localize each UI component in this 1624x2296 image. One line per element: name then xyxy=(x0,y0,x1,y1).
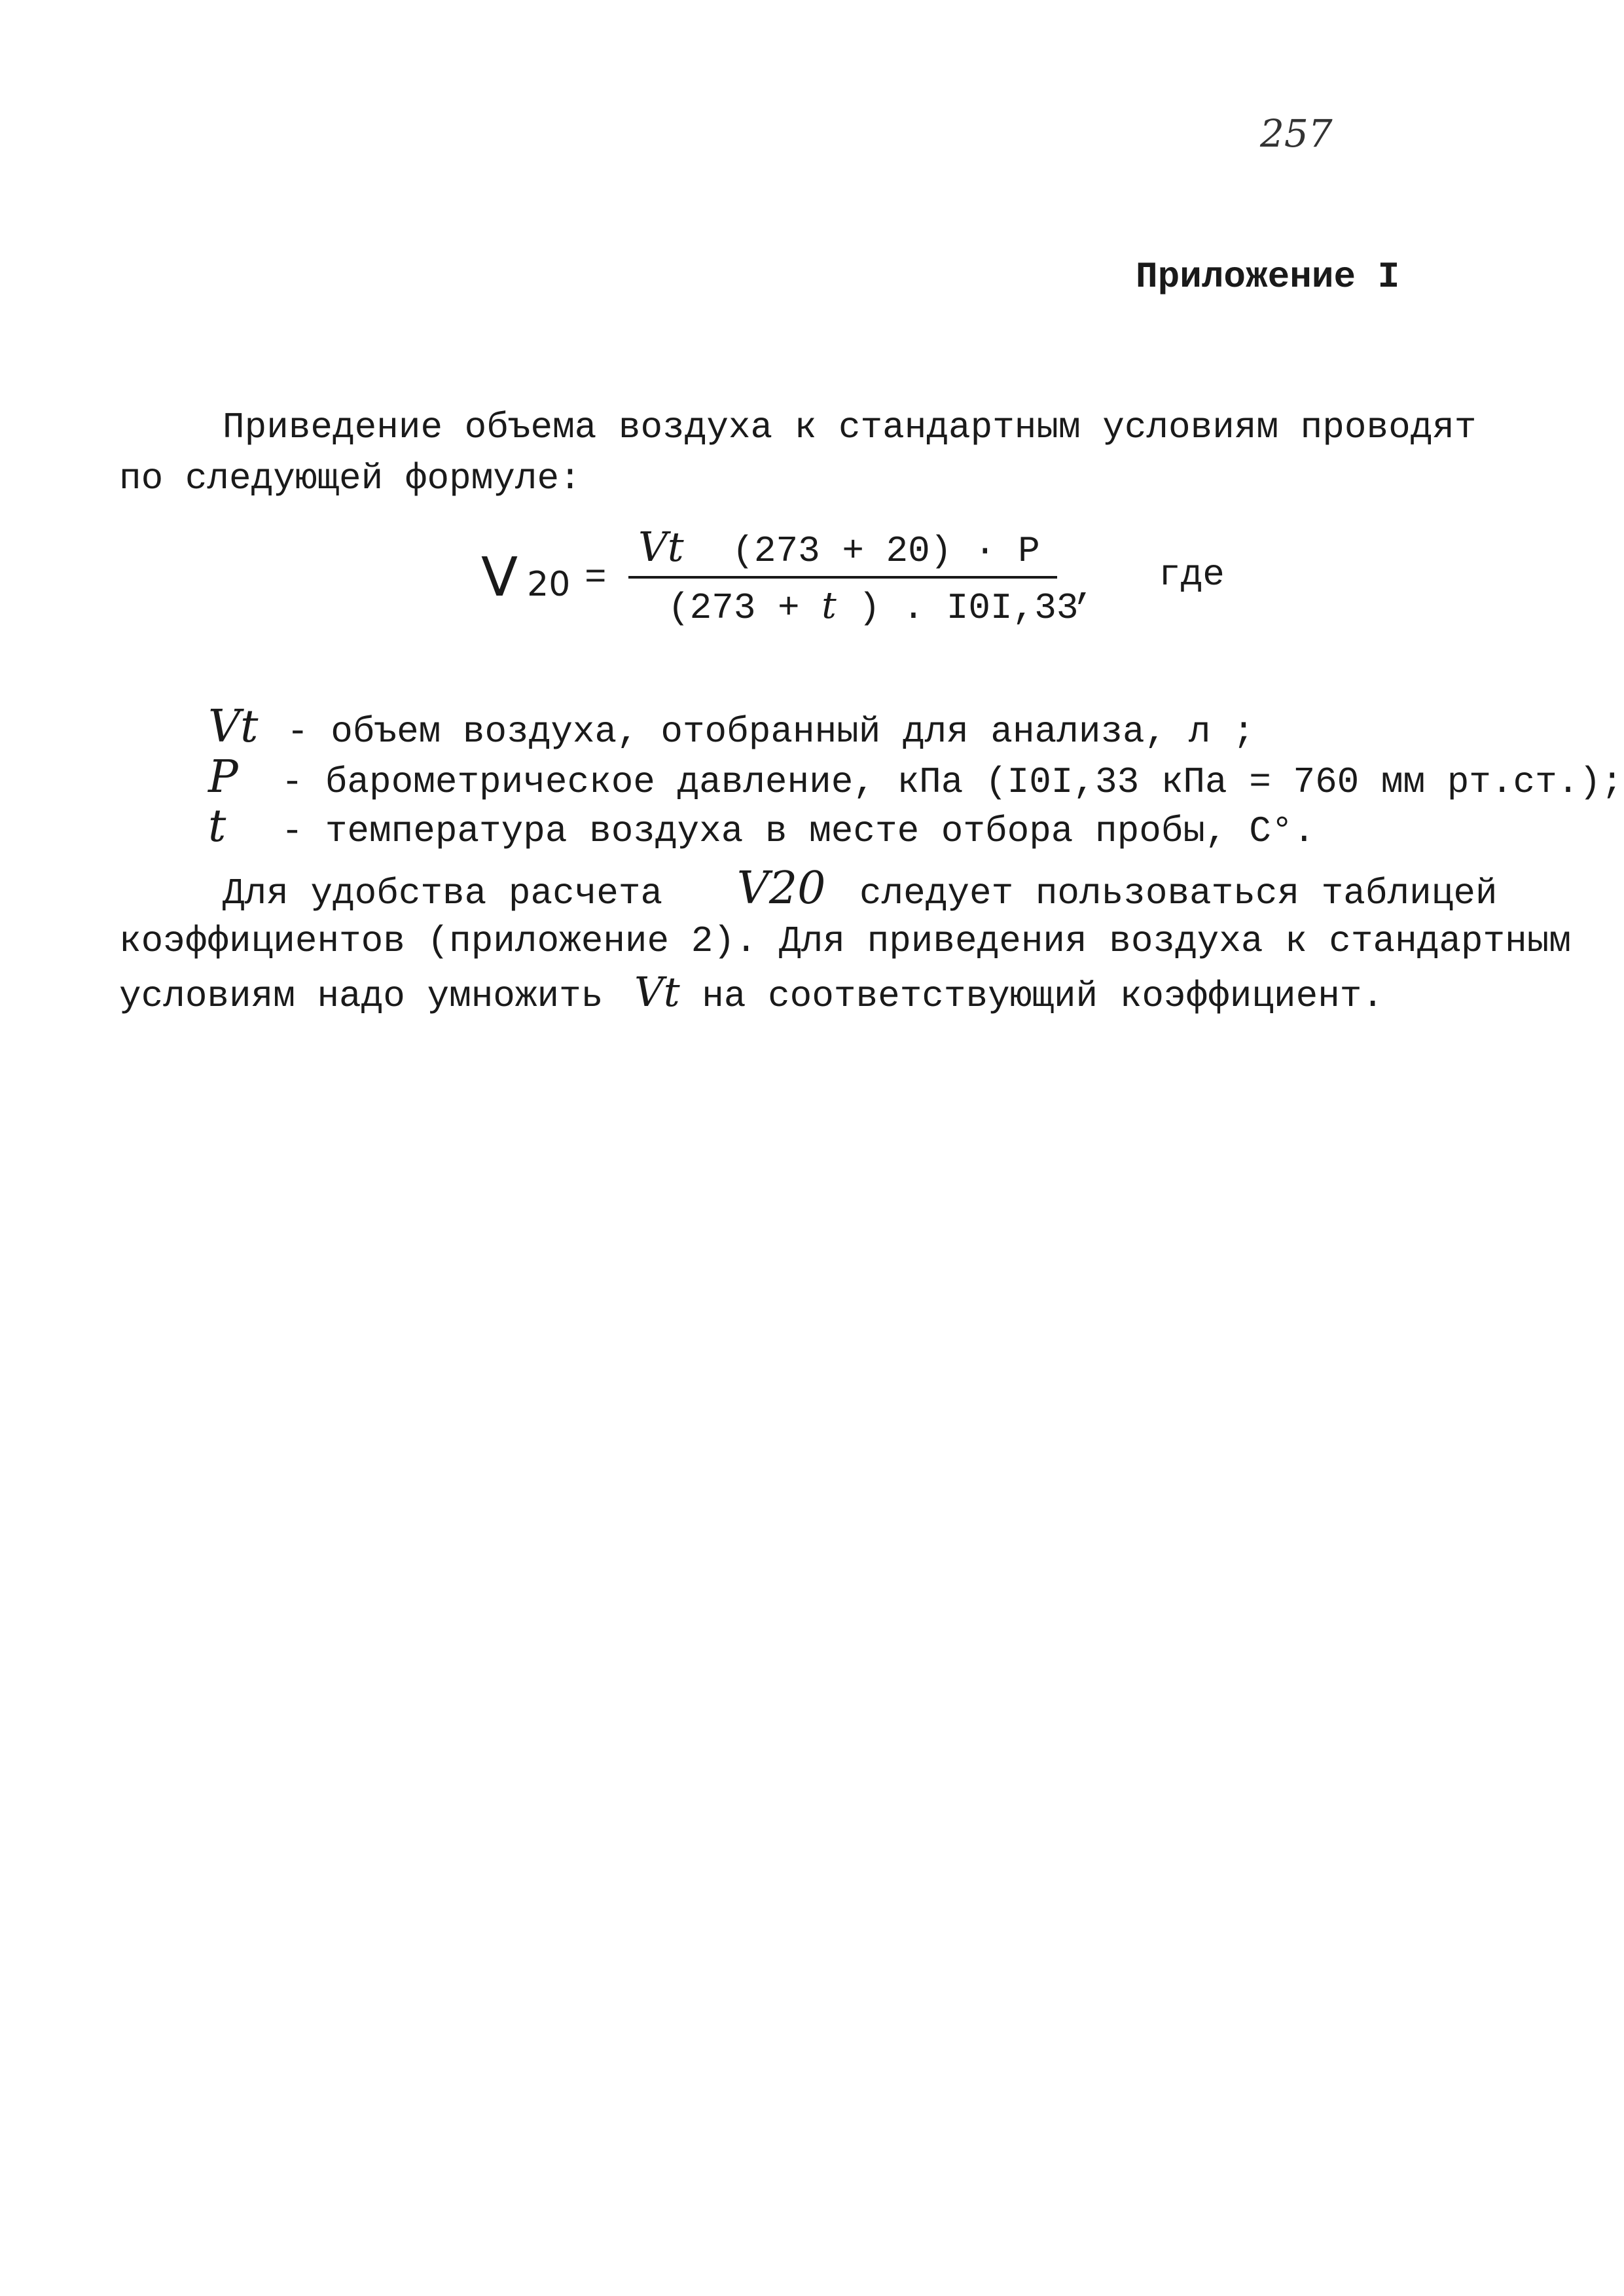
closing-v20: V20 xyxy=(736,863,826,914)
denominator-open: (273 + xyxy=(668,587,800,629)
appendix-title: Приложение I xyxy=(1136,256,1400,298)
formula-denominator xyxy=(668,581,1078,633)
definition-symbol: Vt xyxy=(208,701,259,753)
formula-numerator xyxy=(638,522,1040,576)
formula-equals: = xyxy=(585,557,607,599)
closing-line-1 xyxy=(223,864,1498,918)
definition-text: - температура воздуха в месте отбора пробы, C°. xyxy=(281,810,1316,852)
denominator-rest: ) . I0I,33 xyxy=(858,587,1079,629)
intro-line-2: по следующей формуле: xyxy=(119,457,581,499)
formula-lhs xyxy=(481,547,570,609)
formula-lhs-subscript: 20 xyxy=(527,565,571,604)
intro-line-1: Приведение объема воздуха к стандартным условиям проводят xyxy=(223,406,1477,448)
definition-text: - барометрическое давление, кПа (I0I,33 кПа = 760 мм рт.ст.); xyxy=(281,761,1623,803)
fraction-bar xyxy=(628,576,1057,579)
closing-line-2: коэффициентов (приложение 2). Для приведения воздуха к стандартным xyxy=(119,920,1571,962)
closing-line-1-start: Для удобства расчета xyxy=(223,872,663,914)
formula-where: где xyxy=(1159,554,1225,596)
closing-line-1-end: следует пользоваться таблицей xyxy=(859,872,1498,914)
definition-p xyxy=(208,753,1623,807)
numerator-rest: (273 + 20) · P xyxy=(732,530,1040,572)
closing-vt: Vt xyxy=(634,968,680,1016)
definition-symbol: t xyxy=(208,800,226,852)
definition-text: - объем воздуха, отобранный для анализа, л ; xyxy=(287,711,1255,753)
definition-symbol: P xyxy=(208,751,238,803)
denominator-t: t xyxy=(821,584,837,627)
definition-vt xyxy=(208,702,1255,757)
closing-line-3-start: условиям надо умножить xyxy=(119,975,604,1017)
closing-line-3 xyxy=(119,967,1384,1021)
numerator-vt: Vt xyxy=(638,523,684,571)
formula-comma: , xyxy=(1074,567,1096,609)
closing-line-3-end: на соответствующий коэффициент. xyxy=(702,975,1384,1017)
page-number: 257 xyxy=(1260,111,1333,156)
formula-lhs-symbol: V xyxy=(481,547,518,609)
definition-t xyxy=(208,802,1315,856)
